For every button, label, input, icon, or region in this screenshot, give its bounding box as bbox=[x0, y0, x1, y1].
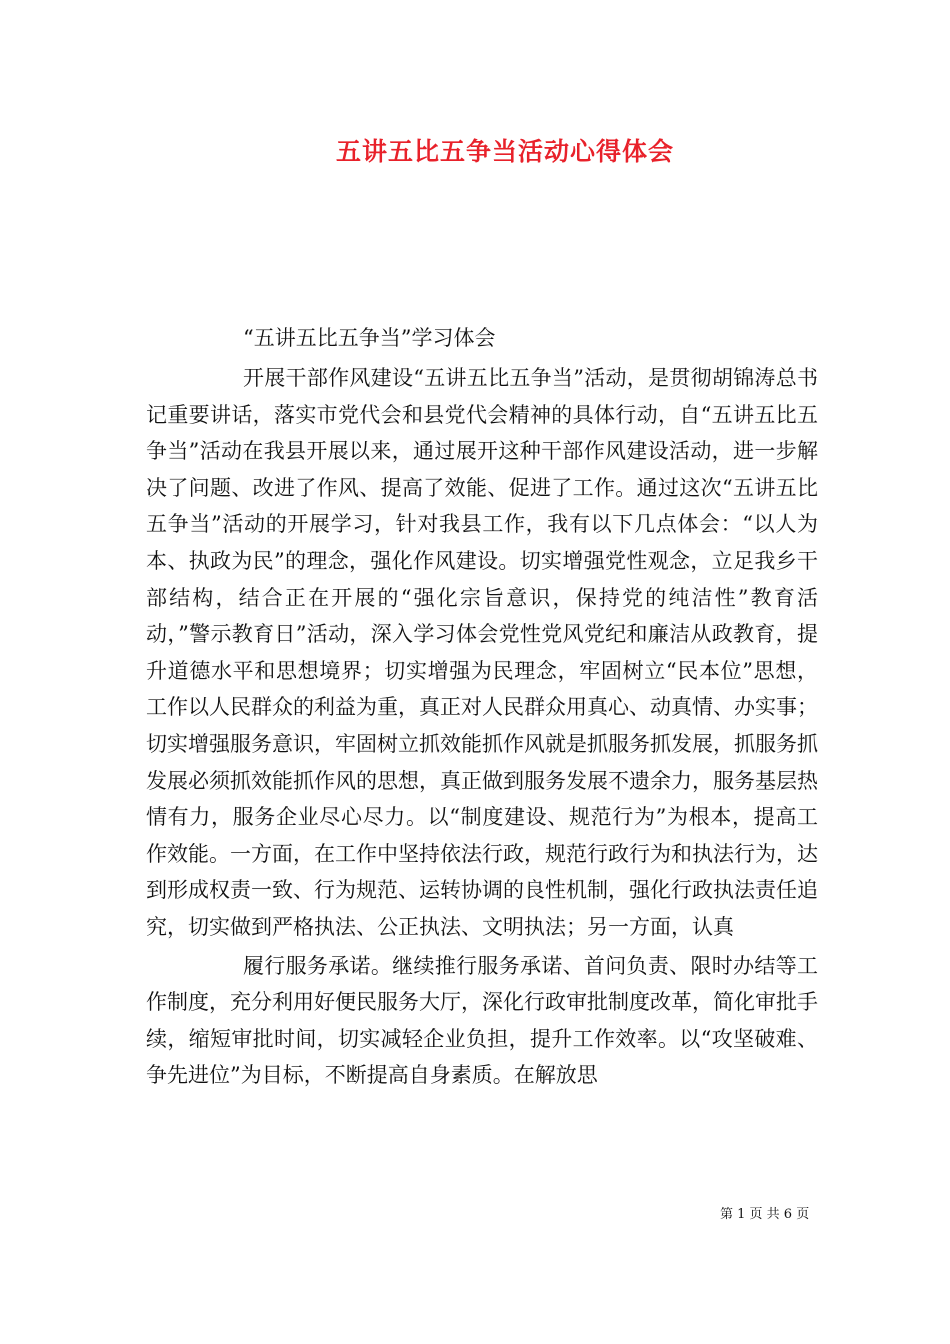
paragraph-2: 履行服务承诺。继续推行服务承诺、首问负责、限时办结等工作制度，充分利用好便民服务大厅，深化行政审批制度改革，简化审批手续，缩短审批时间，切实减轻企业负担，提升工作效率。以“攻坚破难、争先进位”为目标，不断提高自身素质。在解放思 bbox=[146, 953, 818, 1088]
document-title: 五讲五比五争当活动心得体会 bbox=[335, 137, 674, 166]
page-number-indicator: 第 1 页 共 6 页 bbox=[720, 1207, 810, 1222]
document-body bbox=[146, 360, 818, 1094]
paragraph-1: 开展干部作风建设“五讲五比五争当”活动，是贯彻胡锦涛总书记重要讲话，落实市党代会和县党代会精神的具体行动，自“五讲五比五争当”活动在我县开展以来，通过展开这种干部作风建设活动，进一步解决了问题、改进了作风、提高了效能、促进了工作。通过这次“五讲五比五争当”活动的开展学习，针对我县工作，我有以下几点体会：“以人为本、执政为民”的理念，强化作风建设。切实增强党性观念，立足我乡干部结构，结合正在开展的“强化宗旨意识，保持党的纯洁性”教育活动，”警示教育日”活动，深入学习体会党性党风党纪和廉洁从政教育，提升道德水平和思想境界；切实增强为民理念，牢固树立“民本位”思想，工作以人民群众的利益为重，真正对人民群众用真心、动真情、办实事；切实增强服务意识，牢固树立抓效能抓作风就是抓服务抓发展，抓服务抓发展必须抓效能抓作风的思想，真正做到服务发展不遗余力，服务基层热情有力，服务企业尽心尽力。以“制度建设、规范行为”为根本，提高工作效能。一方面，在工作中坚持依法行政，规范行政行为和执法行为，达到形成权责一致、行为规范、运转协调的良性机制，强化行政执法责任追究，切实做到严格执法、公正执法、文明执法；另一方面，认真 bbox=[146, 366, 818, 939]
document-subtitle: “五讲五比五争当”学习体会 bbox=[243, 326, 496, 350]
